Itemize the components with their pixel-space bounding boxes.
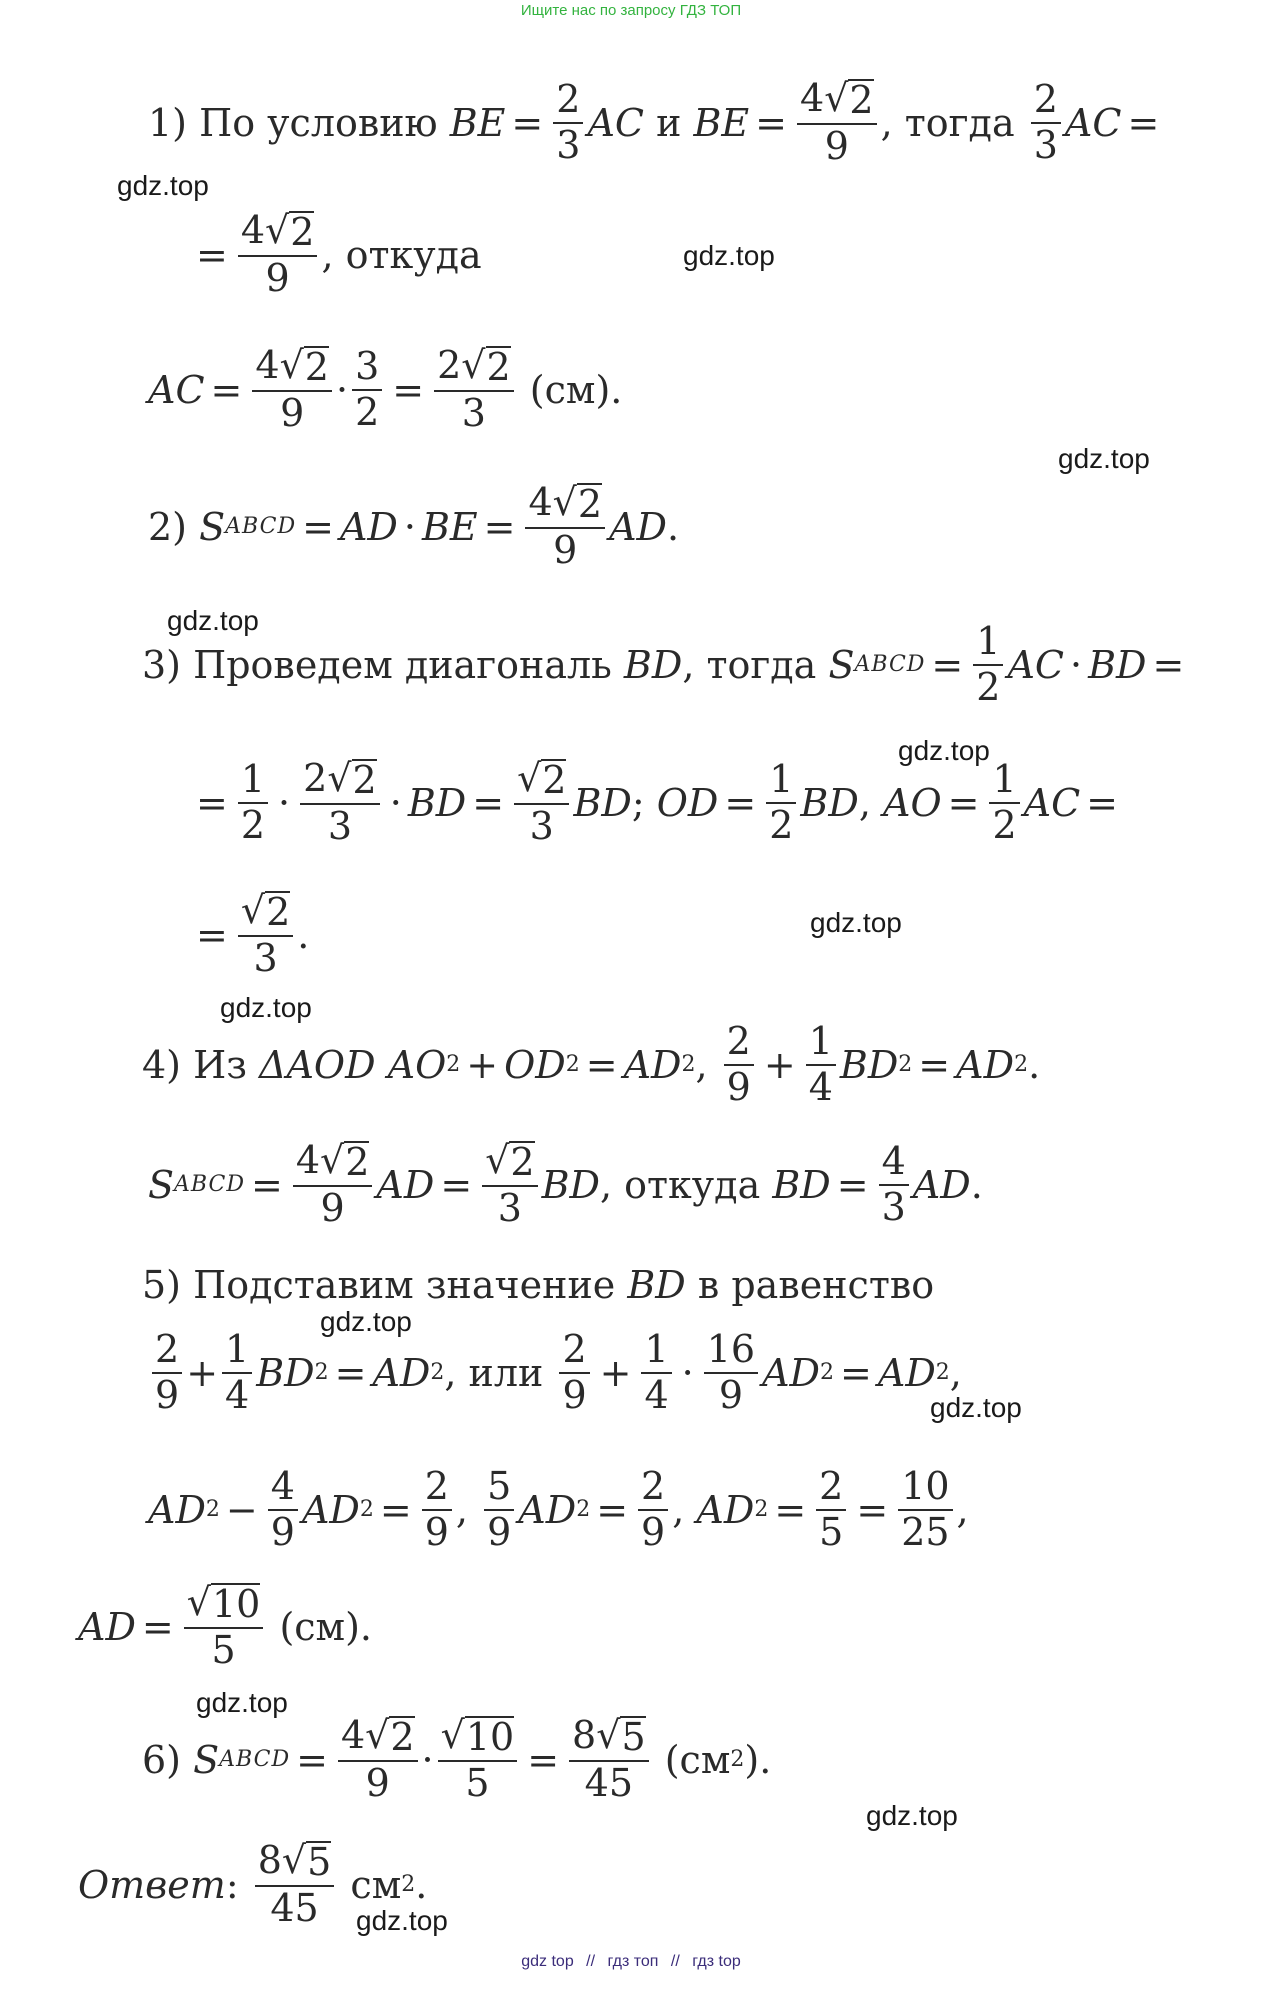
watermark: gdz.top bbox=[196, 1687, 288, 1718]
step-4-line-1: 4) Из ΔAOD AO 2 + OD 2 = AD 2 , $\frac{2}{9}$ + $\frac{1}{4}$ BD 2 = AD 2 . bbox=[142, 1019, 1041, 1109]
watermark: gdz.top bbox=[220, 992, 312, 1023]
watermark: gdz.top bbox=[866, 1800, 958, 1831]
step-1-line-1: 1) По условию BE = $\frac{2}{3}$ AC и BE = 4 √ 2 9 , тогда $\frac{2}{3}$ AC = bbox=[148, 76, 1160, 168]
answer: Ответ : 8 √ 5 45 см 2 . bbox=[78, 1838, 428, 1930]
step-3-line-1: 3) Проведем диагональ BD , тогда S ABCD = $\frac{1}{2}$ AC · BD = bbox=[142, 619, 1185, 709]
step-6: 6) S ABCD = 4 √ 2 9 · √ 10 5 = 8 √ 5 45 (см 2 ). bbox=[142, 1713, 772, 1805]
watermark: gdz.top bbox=[117, 170, 209, 201]
step-5-line-4: AD = √ 10 5 (см). bbox=[78, 1580, 373, 1672]
step-4-line-2: S ABCD = 4 √ 2 9 AD = √ 2 3 BD , откуда BD = $\frac{4}{3}$ AD . bbox=[148, 1138, 983, 1230]
footer-link[interactable]: гдз top bbox=[692, 1953, 741, 1970]
footer-links: gdz top // гдз топ // гдз top bbox=[521, 1953, 741, 1970]
watermark: gdz.top bbox=[1058, 443, 1150, 474]
step-5-line-2: $\frac{2}{9}$ + $\frac{1}{4}$ BD 2 = AD 2 , или $\frac{2}{9}$ + $\frac{1}{4}$ · $\frac{16}{9}$ AD 2 = AD 2 , bbox=[148, 1318, 962, 1428]
step-1-line-3: AC = 4 √ 2 9 · $\frac{3}{2}$ = 2 √ 2 3 (см). bbox=[148, 343, 623, 435]
step-1-line-2: = 4 √ 2 9 , откуда bbox=[196, 208, 482, 300]
watermark: gdz.top bbox=[356, 1905, 448, 1936]
footer-link[interactable]: гдз топ bbox=[607, 1953, 659, 1970]
watermark: gdz.top bbox=[898, 735, 990, 766]
watermark: gdz.top bbox=[167, 605, 259, 636]
step-2: 2) S ABCD = AD · BE = 4 √ 2 9 AD . bbox=[148, 480, 680, 572]
step-5-line-3: AD 2 − $\frac{4}{9}$ AD 2 = $\frac{2}{9}$ , $\frac{5}{9}$ AD 2 = $\frac{2}{9}$ , AD 2 = $\frac{2}{5}$ = $\frac{10}{25}$ , bbox=[148, 1464, 969, 1554]
step-3-line-3: = √ 2 3 . bbox=[196, 888, 310, 980]
step-3-line-2: = $\frac{1}{2}$ · 2 √ 2 3 · BD = √ 2 3 BD ; OD = $\frac{1}{2}$ BD , AO = $\frac{1}{2}$ AC = bbox=[196, 756, 1119, 848]
top-banner[interactable]: Ищите нас по запросу ГДЗ ТОП bbox=[520, 2, 742, 19]
step-5-line-1: 5) Подставим значение BD в равенство bbox=[142, 1263, 935, 1307]
watermark: gdz.top bbox=[930, 1392, 1022, 1423]
watermark: gdz.top bbox=[683, 240, 775, 271]
footer-link[interactable]: gdz top bbox=[521, 1953, 574, 1970]
watermark: gdz.top bbox=[810, 907, 902, 938]
watermark: gdz.top bbox=[320, 1306, 412, 1337]
